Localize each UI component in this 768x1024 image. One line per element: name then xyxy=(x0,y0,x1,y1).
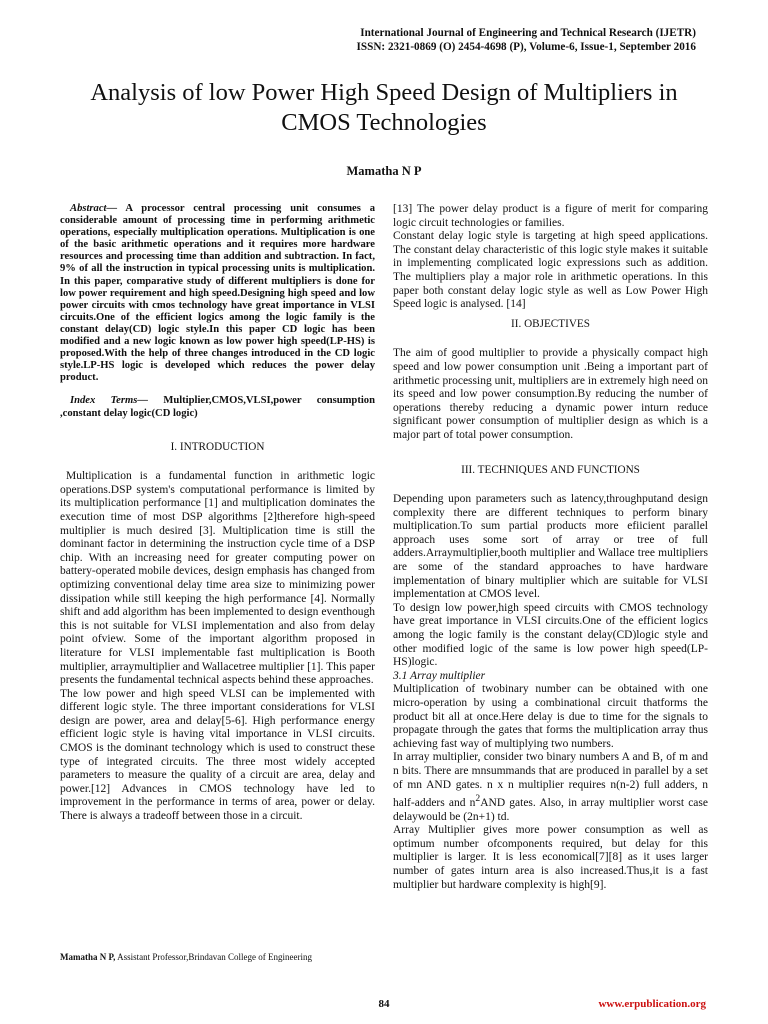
intro-paragraph-1: Multiplication is a fundamental function in arithmetic logic operations.DSP system's computational performance is limited by its multiplication performance [1] and multiplication dominates the execution time of most DSP algorithms [2]therefore high-speed multiplier is much desired [3]. Multiplication time is still the dominant factor in determining the instruction cycle time of a DSP chip. With an increasing need for greater computing power on battery-operated mobile devices, design emphasis has changed from optimizing conventional delay time area size to minimizing power dissipation while still keeping the high performance [4]. Normally shift and add algorithm has been implemented to design eventhough this is not suitable for VLSI implementation and also from delay point ofview. Some of the important algorithm proposed in literature for VLSI implementable fast multiplication is Booth multiplier, arraymultiplier and Wallacetree multiplier [1]. This paper presents the fundamental technical aspects behind these approaches. xyxy=(60,470,375,687)
page-number: 84 xyxy=(378,998,390,1010)
abstract-label: Abstract— xyxy=(70,203,118,214)
journal-issn: ISSN: 2321-0869 (O) 2454-4698 (P), Volume-6, Issue-1, September 2016 xyxy=(356,41,696,53)
subsection-heading-array-multiplier: 3.1 Array multiplier xyxy=(393,669,486,682)
index-terms-text: Multiplier,CMOS,VLSI,power consumption ,constant delay logic(CD logic) xyxy=(60,395,375,419)
right-paragraph-2: Constant delay logic style is targeting at high speed applications. The constant delay characteristic of this logic style makes it suitable in implementing complicated logic expressions such as addition. The multipliers play a major role in arithmetic operations. In this paper both constant delay logic style as well as Low Power High Speed logic is analysed. [14] xyxy=(393,230,708,311)
index-terms xyxy=(60,395,375,419)
array-paragraph-1: Multiplication of twobinary number can be obtained with one micro-operation by using a combinational circuit thatforms the product bit all at once.Here delay is due to time for the signals to propagate through the gates that forms the multiplication array thus achieving fast way of multiplying two numbers. xyxy=(393,683,708,750)
techniques-paragraph-2: To design low power,high speed circuits with CMOS technology have great importance in VLSI circuits.One of the efficient logics among the logic family is the constant delay(CD)logic style and other modified logic of the same is low power high speed(LP-HS)logic. xyxy=(393,601,708,669)
section-heading-introduction: I. INTRODUCTION xyxy=(170,440,265,453)
left-column xyxy=(60,203,375,824)
objectives-paragraph: The aim of good multiplier to provide a physically compact high speed and low power consumption unit .Being a important part of arithmetic processing unit, multipliers are in extremely high need on its speed and low power consumption.By reducing the number of operations thereby reducing a dynamic power inturn reduce significant power consumption of multiplier design as which is a major part of total power consumption. xyxy=(393,347,708,441)
intro-paragraph-2: The low power and high speed VLSI can be implemented with different logic style. The three important considerations for VLSI design are power, area and delay[5-6]. High performance energy efficient logic style is having vital importance in VLSI circuits. CMOS is the dominant technology which is used to construct these type of integrated circuits. The three most widely accepted parameters to measure the quality of a circuit are area, delay and power.[12] Advances in CMOS technology have led to improvement in the performance in terms of area, power or delay. There is always a tradeoff between those in a circuit. xyxy=(60,687,375,823)
journal-name: International Journal of Engineering and Technical Research (IJETR) xyxy=(360,27,696,39)
array-paragraph-3: Array Multiplier gives more power consumption as well as optimum number ofcomponents required, but delay for this multiplier is larger. It is less economical[7][8] as it uses larger number of gates inturn area is also increased.Thus,it is a fast multiplier but hardware complexity is high[9]. xyxy=(393,824,708,891)
journal-header xyxy=(357,26,696,54)
techniques-paragraph-1: Depending upon parameters such as latency,throughputand design complexity there are different techniques to perform binary multiplication.To sum partial products more efiicient parallel approach uses some sort of array or tree of full adders.Arraymultiplier,booth multiplier and Wallace tree multipliers are some of the standard approaches to have hardware implementation of binary multiplier which are suitable for VLSI implementation at CMOS level. xyxy=(393,493,708,601)
array-paragraph-2-part-a: In array multiplier, consider two binary numbers A and B, of m and n bits. There are mnsummands that are produced in parallel by a set of mn AND gates. n x n multiplier requires n(n-2) full adders, n half-adders and n xyxy=(393,751,708,809)
section-heading-objectives: II. OBJECTIVES xyxy=(511,317,590,330)
right-column xyxy=(393,203,708,892)
section-heading-techniques: III. TECHNIQUES AND FUNCTIONS xyxy=(461,463,640,476)
footnote-author: Mamatha N P, xyxy=(60,952,116,962)
footnote-affiliation: Assistant Professor,Brindavan College of Engineering xyxy=(115,952,313,962)
abstract xyxy=(60,203,375,384)
array-paragraph-2-part-b: AND gates. Also, in array multiplier worst case delaywould be (2n+1) td. xyxy=(393,796,708,823)
author-footnote xyxy=(60,952,312,962)
index-terms-label: Index Terms— xyxy=(70,395,148,407)
superscript-2: 2 xyxy=(475,793,481,805)
paper-title: Analysis of low Power High Speed Design of Multipliers in CMOS Technologies xyxy=(90,79,678,136)
author-name: Mamatha N P xyxy=(346,164,422,178)
abstract-text: A processor central processing unit consumes a considerable amount of processing time in performing arithmetic operations, especially multiplication operations. Multiplication is one of the basic arithmetic operations and it requires more hardware resources and processing time than addition and subtraction. In fact, 9% of all the instruction in typical processing units is multiplication. In this paper, comparative study of different multipliers is done for low power requirement and high speed.Designing high speed and low power circuits with cmos technology have great importance in VLSI circuits.One of the efficient logics among the logic family is the constant delay(CD) logic style.In this paper CD logic has been modified and a new logic known as low power high speed(LP-HS) is proposed.With the help of three changes introduced in the CD logic style.LP-HS logic is developed which reduces the power delay product. xyxy=(60,203,375,384)
array-paragraph-2 xyxy=(393,751,708,824)
journal-url-link[interactable]: www.erpublication.org xyxy=(598,998,706,1010)
right-paragraph-1: [13] The power delay product is a figure of merit for comparing logic circuit technologies or families. xyxy=(393,203,708,229)
